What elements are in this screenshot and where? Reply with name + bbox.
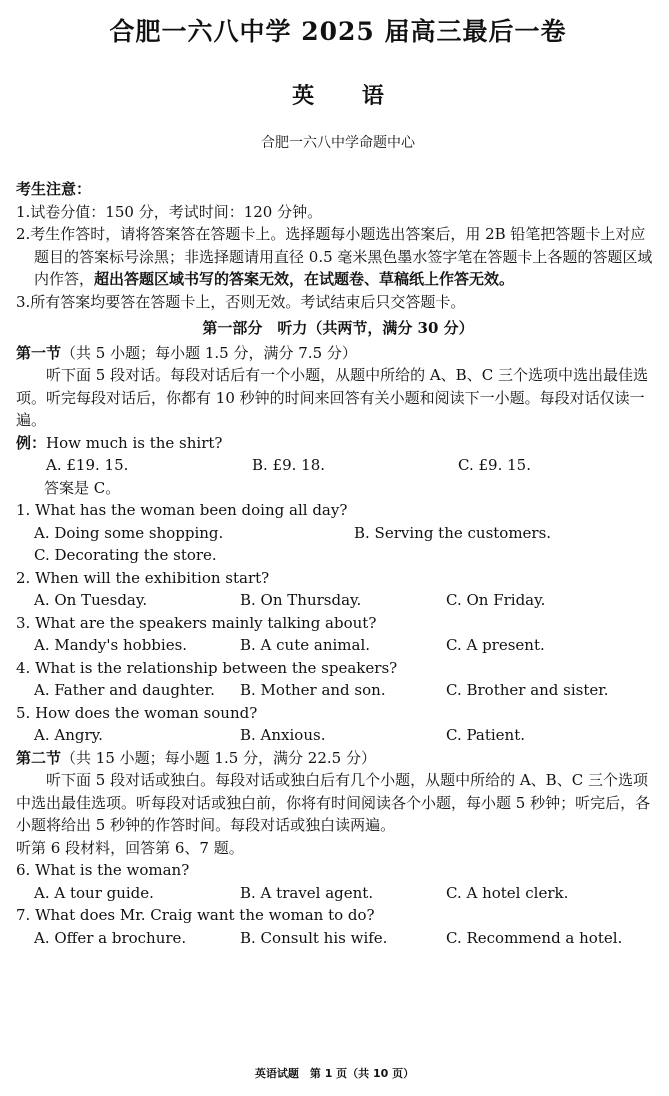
notice-item-1: 1.试卷分值：150 分，考试时间：120 分钟。 [16, 202, 323, 221]
section-1-instructions: 听下面 5 段对话。每段对话后有一个小题，从题中所给的 A、B、C 三个选项中选出最佳选项。听完每段对话后，你都有 10 秒钟的时间来回答有关小题和阅读下一小题。每段对话仅读一遍。 [16, 366, 648, 429]
question-1-options [16, 522, 660, 545]
material-6-heading: 听第 6 段材料，回答第 6、7 题。 [16, 838, 244, 857]
exam-title: 合肥一六八中学 2025 届高三最后一卷 [109, 17, 567, 46]
question-7: 7. What does Mr. Craig want the woman to do? [16, 906, 375, 924]
section-1-title [16, 342, 660, 365]
question-3: 3. What are the speakers mainly talking about? [16, 613, 377, 632]
notice-item-2-bold: 超出答题区域书写的答案无效，在试题卷、草稿纸上作答无效。 [94, 270, 515, 288]
question-5-options [16, 724, 660, 747]
question-1: 1. What has the woman been doing all day? [16, 501, 348, 519]
section-2-info: （共 15 小题；每小题 1.5 分，满分 22.5 分） [61, 748, 376, 767]
example-option-c: C. £9. 15. [458, 456, 531, 474]
section-1-label: 第一节 [16, 343, 62, 362]
question-5-option-c: C. Patient. [446, 726, 525, 744]
example-label: 例： [16, 433, 47, 452]
notice-item-2 [16, 223, 660, 291]
question-2-option-b: B. On Thursday. [240, 591, 362, 609]
notice-item-3: 3.所有答案均要答在答题卡上，否则无效。考试结束后只交答题卡。 [16, 292, 466, 311]
question-7-option-a: A. Offer a brochure. [34, 928, 187, 947]
example-question [16, 432, 660, 455]
question-3-option-b: B. A cute animal. [240, 636, 371, 654]
question-4-option-b: B. Mother and son. [240, 681, 386, 699]
question-6: 6. What is the woman? [16, 861, 190, 879]
notice-item-2-text: 2.考生作答时，请将答案答在答题卡上。选择题每小题选出答案后，用 2B 铅笔把答题卡上对应题目的答案标号涂黑；非选择题请用直径 0.5 毫米黑色墨水签字笔在答题卡上各题的答题区域内作答， [16, 225, 653, 288]
question-3-option-a: A. Mandy's hobbies. [34, 636, 188, 654]
question-2-options [16, 589, 660, 612]
question-6-option-c: C. A hotel clerk. [446, 883, 569, 902]
question-4-option-a: A. Father and daughter. [34, 681, 215, 699]
question-1-options-row2 [16, 544, 660, 567]
example-answer: 答案是 C。 [44, 478, 121, 497]
question-7-option-c: C. Recommend a hotel. [446, 928, 623, 947]
question-7-options [16, 927, 660, 950]
question-7-option-b: B. Consult his wife. [240, 928, 388, 947]
question-5: 5. How does the woman sound? [16, 703, 258, 722]
question-3-option-c: C. A present. [446, 636, 545, 654]
question-4-options [16, 679, 660, 702]
question-4-option-c: C. Brother and sister. [446, 681, 609, 699]
question-2: 2. When will the exhibition start? [16, 568, 270, 587]
part-1-title: 第一部分 听力（共两节，满分 30 分） [202, 319, 474, 337]
question-2-option-a: A. On Tuesday. [34, 591, 148, 609]
section-2-label: 第二节 [16, 748, 62, 767]
question-6-option-a: A. A tour guide. [34, 883, 154, 902]
issuer: 合肥一六八中学命题中心 [261, 135, 415, 151]
question-6-options [16, 882, 660, 905]
example-options [16, 454, 660, 477]
section-2-instructions: 听下面 5 段对话或独白。每段对话或独白后有几个小题，从题中所给的 A、B、C 三个选项中选出最佳选项。听每段对话或独白前，你将有时间阅读各个小题，每小题 5 秒钟；听完后，各小题将给出 5 秒钟的作答时间。每段对话或独白读两遍。 [16, 771, 651, 834]
exam-page [16, 8, 660, 949]
question-6-option-b: B. A travel agent. [240, 883, 374, 902]
notice-heading: 考生注意： [16, 180, 92, 198]
question-4: 4. What is the relationship between the speakers? [16, 658, 398, 677]
section-2-title [16, 747, 660, 770]
subject-title: 英 语 [292, 83, 384, 109]
question-1-option-a: A. Doing some shopping. [34, 523, 224, 542]
example-option-b: B. £9. 18. [252, 456, 326, 474]
question-3-options [16, 634, 660, 657]
question-1-option-c: C. Decorating the store. [34, 546, 217, 564]
example-text: How much is the shirt? [46, 433, 223, 452]
page-footer: 英语试题 第 1 页（共 10 页） [254, 1067, 415, 1080]
question-2-option-c: C. On Friday. [446, 591, 546, 609]
question-5-option-a: A. Angry. [34, 726, 103, 744]
example-option-a: A. £19. 15. [46, 456, 129, 474]
question-5-option-b: B. Anxious. [240, 726, 326, 744]
section-1-info: （共 5 小题；每小题 1.5 分，满分 7.5 分） [61, 343, 357, 362]
question-1-option-b: B. Serving the customers. [354, 523, 552, 542]
